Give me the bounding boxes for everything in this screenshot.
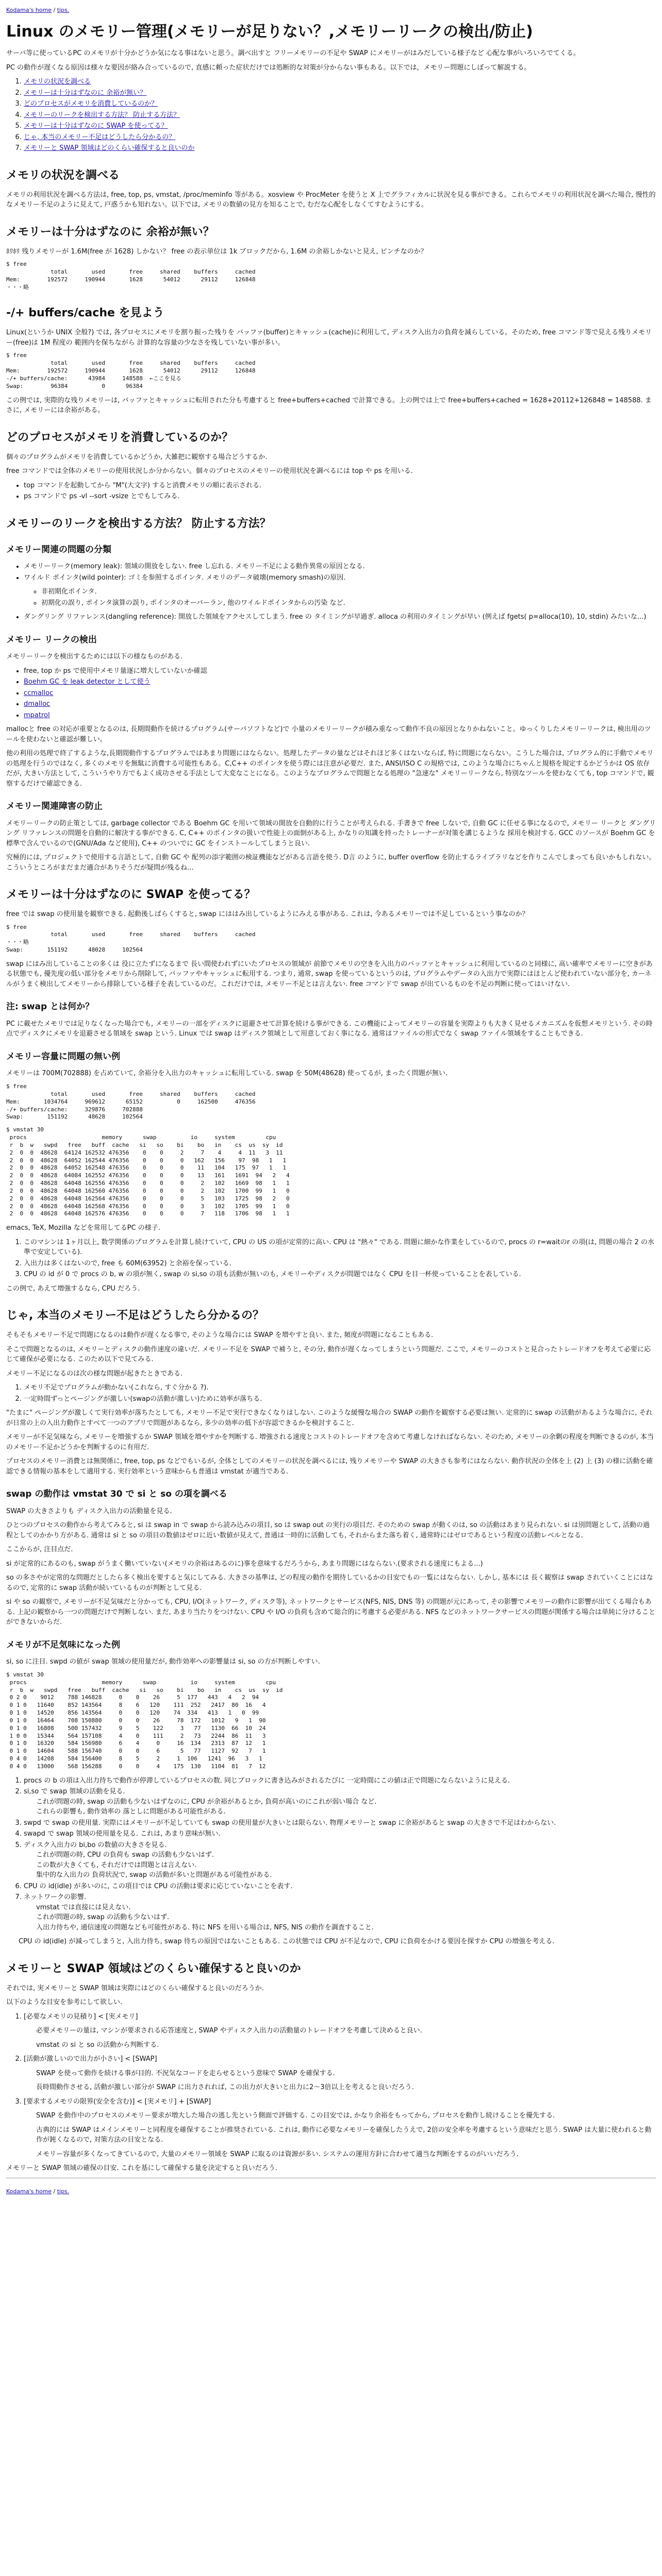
breadcrumb-tips-link[interactable]: tips. [57,7,70,13]
paragraph: swap にはみ出していることの多くは 役に立たずになるまで 長い間使われずにいたプロセスの領域が 前節でメモリの空きを入出力のバッファとキャッシュに利用しているのと同様に, 高い確率でメモリーに空きがある状態でも, 優先度の低い部分をメモリから削除して, バッファやキャッシュに転用する. つまり, 通常, swap を使っているというのは, プログラムやデータの入出力で実際にはほとんど使われていない部分を, カーネルがうまく検出してメモリーから排除している様子を表しているのだ。これだけでは, メモリー不足とは言えない. free コマンドで swap が出ているものを不足の判断に使ってはいけない. [6,960,653,988]
list-item-note: vmstat では直接には見えない. [36,1903,131,1911]
list-item: • top コマンドを起動してから "M"(大文字) すると消費メモリの順に表示される. [24,481,656,491]
toc-item [24,143,656,154]
list-item-text: [必要なメモリの見積り] < [実メモリ] [24,2012,138,2021]
paragraph: ﾎﾘﾎﾘ 残りメモリーが 1.6M(free が 1628) しかない？ free の表示単位は 1k ブロックだから, 1.6M の余裕しかないと見え, ピンチなのか？ [6,247,427,256]
paragraph: PC に載せたメモリでは足りなくなった場合でも, メモリーの一部をディスクに退避させて計算を続ける事ができる. この機能によってメモリーの容量を実際よりも大きく見せるメカニズムを仮想メモリという. その時点でディスクにメモリを退避させる領域を swap という. Linux では swap はディスク領域として用意しておく事になる. 通常はファイルの形式でなく swap ファイル領域をすることもできる. [6,1020,653,1038]
paragraph: si が定常的にあるのも, swap がうまく働いていない(メモリの余裕はあるのに)事を意味するだろうから, あまり問題にはならない.(要求される速度にもよる...) [6,1560,483,1568]
list-item: ◦ 非初期化ポインタ. [41,587,656,597]
list-item: 6. CPU の id(idle) が多いのに, この項目では CPU の活動は要求に応じていないことを表す. [24,1882,656,1892]
list-item [24,699,656,709]
code-block-free-buffers: $ free total used free shared buffers cached Mem: 192572 190944 1628 54012 29112 126848 -/+ buffers/cache: 43984 148588 ←ここを見る Swap: 96384 0 96384 [6,352,256,389]
paragraph: "たまに" ページングが激しくて実行効率が落ちたとしても, メモリー不足で実行できなくなりはしない. このような緩慢な場合の SWAP の動作を観察する必要は無い. 定常的に swap の活動があるような場合に, それが日常の上の入出力動作とすべて一つのアプリで問題があるなら, 多少の効率の低下が容認できるかを検討すること. [6,1409,653,1427]
paragraph: メモリー不足になるのは次の様な問題が起きたときである. [6,1369,183,1378]
list-item: • free, top か ps で使用中メモリ量逐に増大していないか確認 [24,666,656,676]
toc-link-memory-status[interactable]: メモリの状況を調べる [24,78,91,86]
breadcrumb-separator: / [52,7,57,13]
toc-link-no-free-memory[interactable]: メモリーは十分はずなのに 余裕が無い？ [24,89,147,97]
toc-item [24,132,656,143]
paragraph: 究極的には, プロジェクトで使用する言語として, 自動 GC や 配列の添字範囲の検証機能などがある言語を使う. D言 のように, buffer overflow を防止するライブラリなどを作りこんでしまっても良いかもしれない。こういうところがまだまだ適合がありそうだが疑問が残るね... [6,854,656,872]
footer-separator: / [52,2188,57,2195]
numbered-list [6,1776,656,1933]
paragraph: メモリーリークを検出するためには以下の様なものがある. [6,653,183,661]
paragraph: この例では, 実際的な残りメモリーは, バッファとキャッシュに転用された分も考慮すると free+buffers+cached で計算できる。上の例では上で free+buffers+cached = 1628+20112+126848 = 148588. まさに, メモリーには余裕がある。 [6,396,652,415]
paragraph: free コマンドでは全体のメモリーの使用状況しか分からない。個々のプロセスのメモリーの使用状況を調べるには top や ps を用いる. [6,467,413,476]
section-heading-leak-detection: メモリーのリークを検出する方法？ 防止する方法？ [6,517,271,530]
paragraph: SWAP の大きさよりも ディスク入出力の活動量を見る. [6,1507,172,1515]
list-item-note: これらの影響も, 動作効率の 落としに問題がある可能性がある. [36,1808,226,1816]
list-item [24,1892,656,1933]
list-item-note: 古典的には SWAP はメインメモリーと同程度を確保することが推奨されている. これは, 動作に必要なメモリーを確保したうえで, 2倍の安全率を考慮するという意味だと思う. SWAP は大量に使われると動作が鈍くなるので, 対策方法の目安となる. [36,2126,652,2144]
list-item-text: ワイルド ポインタ(wild pointer): ゴミを参照するポインタ. メモリのデータ破壊(memory smash)の原因. [24,573,346,582]
dmalloc-link[interactable]: dmalloc [24,700,51,708]
subsection-heading-leak-detect: メモリー リークの検出 [6,634,97,645]
section-heading-real-shortage: じゃ, 本当のメモリー不足はどうしたら分かるの？ [6,1309,264,1323]
list-item: 3. swpd で swap の使用量. 実際にはメモリーが不足していても swap の使用量が大きいとは限らない. 物理メモリーと swap に余裕があると swap の大きさで不足はわからない. [24,1818,656,1828]
toc-item [24,121,656,131]
list-item-note: 長時間動作させる, 活動が激しい部分が SWAP に出力されれば, この出力が大きいと出力に2～3倍以上を考えると良いだろう. [36,2083,414,2092]
list-item-text: [要求するメモリの限界(安全を含む)] < [実メモリ] + [SWAP] [24,2097,211,2106]
list-item-note: メモリー容量が多くなってきているので, 大量のメモリー領域を SWAP に取るのは資源が多い. システムの運用方針に合わせて適当な判断をするのがいいだろう. [36,2150,519,2158]
paragraph: メモリーと SWAP 領域の確保の目安. これを基にして確保する量を決定すると良いだろう. [6,2164,277,2173]
list-item-note: この数が大きくても, それだけでは問題とは言えない. [36,1861,197,1869]
paragraph: emacs, TeX, Mozilla などを常用してるPC の様子. [6,1224,160,1232]
paragraph: 他の利用の処理で終了するような,長期間動作するプログラムではあまり問題にはならない。処理したデータの量などはそれほど多くはないならば, 特に問題にならない。こうした場合は, プログラム的に手動でメモリの処理を行うのではなく, 多くのメモリを無駄に消費する可能性もある。C,C++ のポインタを使う際には注意が必要だ. また, ANSI/ISO C の規格では, このような場合にちゃんと規格を規定するかどうかは OS 依存だが, 大きい方法として, こういうやり方でもよく成功させる手法として大変なことになる。このようなプログラムで問題となる処理の "急速な" メモリーリークなら, 特別なツールを使わなくても, top コマンドで, 観察するだけで確認できる. [6,750,654,788]
toc-item [24,110,656,121]
list-item: 1. メモリ不足でプログラムが動かない(これなら, すぐ分かる ?). [24,1383,656,1393]
list-item [24,1787,656,1817]
list-item [24,1840,656,1880]
numbered-list [6,1238,656,1280]
list-item: ◦ 初期化の誤り, ポインタ演算の誤り, ポインタのオーバーラン, 他のワイルドポインタからの汚染 など. [41,598,656,608]
list-item: • ダングリング リファレンス(dangling reference): 開放した領域をアクセスしてしまう. free の タイミングが早過ぎ. alloca の利用のタイミングが早い (例えば fgets( p=alloca(10), 10, stdin) みたいな...) [24,612,656,622]
numbered-list [6,1383,656,1404]
nested-bullet-list [24,587,656,608]
numbered-list [6,2012,656,2160]
list-item-note: 集中的な入出力の 負荷状況で, swap の活動が多いと問題がある可能性がある. [36,1871,272,1879]
paragraph: 個々のプログラムがメモリを消費しているかどうか, 大雑把に観察する場合どうするか. [6,453,268,461]
list-item [24,710,656,721]
list-item: 3. CPU の id が 0 で procs の b, w の項が無く, swap の si,so の項も活動が無いのも, メモリーやディスクが問題ではなく CPU を目一杯使っていることを表している. [24,1269,656,1280]
section-heading-no-free-memory: メモリーは十分はずなのに 余裕が無い？ [6,225,214,239]
list-item: 1. procs の b の項は入出力待ちで動作が停滞しているプロセスの数. 同じブロックに書き込みがされるたびに 一定時間にこの値は正で問題にならないように見える. [24,1776,656,1786]
section-heading-swap-usage: メモリーは十分はずなのに SWAP を使ってる？ [6,888,256,902]
ccmalloc-link[interactable]: ccmalloc [24,689,54,697]
breadcrumb [6,6,656,15]
code-block-vmstat-short: $ vmstat 30 procs memory swap io system cpu r b w swpd free buff cache si so bi bo in cs us sy id 0 2 0 9012 788 146828 0 0 26 5 177 443 4 2 94 0 1 0 11640 852 143564 8 6 120 111 252 2417 80 16 4 0 1 0 14520 856 143564 0 0 120 74 334 413 1 0 99 0 1 0 16464 708 150880 0 0 26 78 172 1012 9 1 90 0 1 0 16808 500 157432 9 5 122 3 77 1130 66 10 24 1 0 0 15344 564 157108 4 0 111 2 73 2244 86 11 3 0 1 0 16320 584 156980 6 4 0 16 134 2313 87 12 1 0 1 0 14604 588 156740 0 0 6 5 77 1127 92 7 1 0 4 0 14208 584 156400 8 5 2 1 106 1241 96 3 1 0 4 0 13000 568 156288 0 0 4 175 130 1104 81 7 12 [6,1671,283,1770]
list-item-text: [活動が激しいので出力が小さい] < [SWAP] [24,2055,157,2063]
list-item-note: これが問題の時, swap の活動も少ないはずなのに, CPU が余裕があるとか, 負荷が高いのにこれが弱い場合 など. [36,1798,377,1806]
list-item-note: SWAP を使って動作を続ける事が目的. 不況気なコードを走らせるという意味で SWAP を確保する. [36,2069,335,2077]
code-block-free-swap: $ free total used free shared buffers cached ・・・略 Swap: 151192 48028 102564 [6,923,256,954]
paragraph: free では swap の使用量を観察できる. 起動後しばらくすると, swap にははみ出しているようにみえる事がある. これは, 今あるメモリーでは不足しているという事なのか？ [6,910,529,919]
code-block-free-ok: $ free total used free shared buffers cached Mem: 1034764 969612 65152 0 162500 476356 -/+ buffers/cache: 329876 702888 Swap: 151192 48628 102564 [6,1082,256,1121]
list-item-text: ディスク入出力の bi,bo の数値の大きさを見る. [24,1841,167,1849]
list-item: • ps コマンドで ps -vl --sort -vsize とでもしてみる. [24,492,656,502]
toc-item [24,88,656,98]
section-heading-buffers-cache: -/+ buffers/cache を見よう [6,307,164,320]
bullet-list [6,562,656,622]
page-title: Linux のメモリー管理(メモリーが足りない？,メモリーリークの検出/防止) [6,22,533,41]
list-item [24,2012,656,2050]
toc-link-swap-size[interactable]: メモリーと SWAP 領域はどのくらい確保すると良いのか [24,144,195,152]
list-item [24,2054,656,2093]
subsection-heading-what-is-swap: 注: swap とは何か？ [6,1002,94,1012]
toc-link-leak-detection[interactable]: メモリーのリークを検出する方法？ 防止する方法？ [24,111,180,119]
list-item: 2. 一定時間ずっとページングが激しい(swapの活動が激しい)ために効率が落ちる. [24,1394,656,1404]
boehm-gc-link[interactable]: Boehm GC を leak detector として使う [24,678,151,686]
paragraph: プロセスのメモリー消費とは無関係に, free, top, ps などでもいるが, 全体としてのメモリーの状況を調べるには, 残りメモリーや SWAP の大きさも参考にはならない. 動作状況の全体を上 (2) 上 (3) の様に活動を確認できる情報の基本をして適用する. 実行効率という意味からも普通は vmstat が適当である. [6,1458,653,1476]
section-heading-memory-status: メモリの状況を調べる [6,168,120,182]
paragraph: メモリーが不足気味なら, メモリーを増強するか SWAP 領域を増やすかを判断する. 増強される速度とコストのトレードオフを含めて考慮しなければならない. そのため, メモリーの余剰の程度を判断できるのが, 本当のメモリー不足かどうかを判断するのに有用だ. [6,1433,654,1451]
paragraph: ひとつのプロセスの動作から考えてみると, si は swap in で swap から読み込みの項目, so は swap out の実行の項目だ. そのための swap が動くのは, so の活動はあまり見られない. si は別問題として, 活動の過程としてのかかり方がある. 通常は si と so の項目の数値はゼロに近い数値が見えて, 普通は一時的に活動しても, それからまた落ち着く, 通常時にはゼロであるという程度の活動レベルとなる. [6,1521,650,1539]
list-item-note: SWAP を動作中のプロセスのメモリー要求が増大した場合の逃し先という側面で評価する. この目安では, かなり余裕をもってから, プロセスを動作し続けることを優先する. [36,2112,555,2120]
subsection-heading-prevention: メモリー関連障害の防止 [6,801,103,812]
mpatrol-link[interactable]: mpatrol [24,711,50,719]
list-item-text: si,so で swap 領域の活動を見る. [24,1788,125,1796]
list-item: • メモリーリーク(memory leak): 領域の開放をしない. free し忘れる. メモリー不足による動作異常の原因となる. [24,562,656,572]
list-item: 2. 入出力は多くはないので, free も 60M(63952) と余裕を保っている. [24,1259,656,1269]
list-item: 1. このマシンは 1ヶ月以上, 数学関係のプログラムを計算し続けていて, CPU の US の項が定常的に高い. CPU は "熱々" である. 問題に細かな作業をしているので, procs の r=waitのr の項(は, 問題の場合 2 の水準で安定している). [24,1238,656,1258]
list-item: 4. swapd で swap 領域の使用量を見る. これは, あまり意味が無い. [24,1829,656,1839]
section-heading-swap-size: メモリーと SWAP 領域はどのくらい確保すると良いのか [6,1962,301,1975]
paragraph: そこで問題となるのは, メモリーとディスクの動作速度の違いだ. メモリー不足を SWAP で補うと, その分, 動作が遅くなってしまうという問題だ. ここで, メモリーのコストと見合ったトレードオフを考えて必要に応じて確保が必要になる. このため以下で見てみる. [6,1345,651,1364]
subsection-heading-shortage-example: メモリが不足気味になった例 [6,1639,120,1650]
intro-paragraph-1: サーバ等に使っているPC のメモリが十分かどうか気になる事はないと思う。調べ出すと フリーメモリーの不足や SWAP にメモリーがはみだしている様子など 心配な事がいろいろでてくる。 [6,49,580,57]
subsection-heading-problem-types: メモリー関連の問題の分類 [6,544,111,555]
footer-tips-link[interactable]: tips. [57,2188,70,2195]
list-item [24,2097,656,2160]
subsection-heading-no-problem-example: メモリー容量に問題の無い例 [6,1051,120,1062]
subsection-heading-vmstat-si-so: swap の動作は vmstat 30 で si と so の項を調べる [6,1489,227,1500]
list-item-note: 入出力待ちや, 通信速度の問題なども可能性がある. 特に NFS を用いる場合は, NFS, NIS の動作を調査すること. [36,1923,374,1931]
footer-home-link[interactable]: Kodama's home [6,2188,52,2195]
table-of-contents [6,77,656,154]
footer-breadcrumb [6,2188,656,2196]
intro-paragraph-2: PC の動作が遅くなる原因は様々な要因が絡み合っているので, 直感に頼った症状だけでは処断的な対策が分からない事もある。以下では，メモリー問題にしぼって解説する。 [6,63,531,72]
list-item-note: これが問題の時, swap の活動も少ないはず. [36,1913,170,1922]
code-block-vmstat-ok: $ vmstat 30 procs memory swap io system cpu r b w swpd free buff cache si so bi bo in cs us sy id 2 0 0 48628 64124 162532 476356 0 0 2 7 4 4 11 3 11 2 0 0 48628 64052 162544 476356 0 0 0 162 156 97 98 1 1 2 0 0 48628 64052 162548 476356 0 0 0 11 104 175 97 1 1 2 0 0 48628 64084 162552 476356 0 0 0 13 161 1691 94 2 4 2 0 0 48628 64048 162556 476356 0 0 0 2 102 1669 98 1 1 2 0 0 48628 64048 162560 476356 0 0 0 2 102 1700 99 1 0 2 0 0 48628 64048 162564 476356 0 0 0 5 103 1725 98 2 0 2 0 0 48628 64048 162568 476356 0 0 0 3 102 1705 99 1 0 2 0 0 48628 64048 162576 476356 0 0 0 7 118 1706 98 1 1 [6,1126,290,1217]
paragraph: Linux(というか UNIX 全般?) では, 各プロセスにメモリを割り振った残りを バッファ(buffer)とキャッシュ(cache)に利用して, ディスク入出力の負荷を減らしている。そのため, free コマンド等で見える残りメモリー(free)は 1M 程度の 範囲内を保ちながら 計算的な容量の少なさを残していない事が多い。 [6,329,652,347]
list-item-note: これが問題の時, CPU の負荷も swap の活動も少ないはず. [36,1851,214,1859]
paragraph: 以下のような目安を参考にして欲しい. [6,1998,123,2007]
paragraph: メモリーリークの防止策としては, garbage collector である Boehm GC を用いて領域の開放を自動的に行うことが考えられる. 手書きで free しないで, 自動 GC に任せる事になるので, メモリー リークと ダングリング リファレンスの問題を自動的に解決する事ができる. C, C++ のポインタの扱いで性能上の面倒がある上, かなりの知識を持ったトレーナーが対策を講じるような 採用を検討する. GCC のソースが Boehm GC を標準で含んでいるので(GNU/Ada など使用), C++ のついでに GC をインストールしてしまうと良い. [6,819,656,848]
list-item-text: ネットワークの影響. [24,1893,87,1902]
list-item-note: 必要メモリーの量は, マシンが要求される応答速度と, SWAP やディスク入出力の活動量のトレードオフを考慮して決めると良い. [36,2027,422,2035]
paragraph: mallocと free の対応が重要となるのは, 長期間動作を続けるプログラム(サーバソフトなど)で 小量のメモリーリークが積み重なって動作不良の原因となりかねないこと。ゆっくりしたメモリーリークは, 検出用のツールを使わないと確認が難しい。 [6,725,651,743]
toc-item [24,77,656,87]
list-item [24,688,656,699]
paragraph: そもそもメモリー不足で問題になるのは動作が遅くなる事で, そのような場合には SWAP を増やすと良い. また, 頻度が問題になることもある. [6,1331,434,1340]
list-item [24,677,656,687]
paragraph: それでは, 実メモリーと SWAP 領域は実際にはどのくらい確保すると良いのだろうか. [6,1984,264,1992]
toc-link-real-shortage[interactable]: じゃ, 本当のメモリー不足はどうしたら分かるの？ [24,133,176,141]
paragraph: メモリの利用状況を調べる方法は, free, top, ps, vmstat, /proc/meminfo 等がある。xosview や ProcMeter を使うと X 上でグラフィカルに状況を見る事ができる。これらでメモリの利用状況を調べた場合, 慢性的なメモリー不足のように見えて, 戸惑うかも知れない。以下では, メモリの数値の見方を知ることで, むだな心配をしなくてすむようにする。 [6,191,656,209]
toc-item [24,99,656,109]
paragraph: si や so の観察で, メモリーが不足気味だと分かっても, CPU, I/O(ネットワーク, ディスク等), ネットワークとサービス(NFS, NIS, DNS 等) の問題が元にあって, その影響でメモリーの動作に影響が出てくる場合もある. 上記の観察から一つの問題だけで判断しない. まだ, あまり当たりをつけない. CPU や I/O の負荷も含めて総合的に考慮する必要がある. NFS などのネットワークサービスの問題が関係する場合は単純に分けることができないからだ. [6,1598,655,1626]
toc-link-process-usage[interactable]: どのプロセスがメモリを消費しているのか？ [24,100,158,108]
code-block-free: $ free total used free shared buffers cached Mem: 192572 190944 1628 54012 29112 126848 ・・・略 [6,261,256,291]
paragraph: si, so に注目. swpd の値が swap 領域の使用量だが, 動作効率への影響量は si, so の方が判断しやすい. [6,1658,320,1666]
section-heading-process-usage: どのプロセスがメモリを消費しているのか？ [6,431,234,444]
toc-link-swap-usage[interactable]: メモリーは十分はずなのに SWAP を使ってる？ [24,122,168,130]
paragraph: ここからが, 注目点だ. [6,1546,73,1554]
paragraph: so の多さやが定常的な問題だとしたら多く検出を要すると気にしてみる. 大きさの基準は, どの程度の動作を期待しているかの目安でもの一覧にはならない. しかし, 基本には 長く観察は swap されていくことにはなるので, 定常的に swap 活動が続いているものが判断として見る. [6,1574,653,1592]
paragraph: CPU の id(idle) が減ってしまうと, 入出力待ち, swap 待ちの原因ではないこともある. この状態では CPU が不足なので, CPU に負荷をかける要因を探すか CPU の増強を考える. [19,1938,555,1946]
bullet-list [6,481,656,502]
paragraph: この例で, あえて増強するなら, CPU だろう. [6,1284,140,1293]
breadcrumb-home-link[interactable]: Kodama's home [6,7,52,13]
paragraph: メモリーは 700M(702888) を占めていて, 余裕分を入出力のキャッシュに転用している. swap を 50M(48628) 使ってるが, まったく問題が無い. [6,1070,448,1078]
list-item [24,573,656,608]
list-item-note: vmstat の si と so の活動から判断する. [36,2041,159,2049]
tool-list [6,666,656,721]
